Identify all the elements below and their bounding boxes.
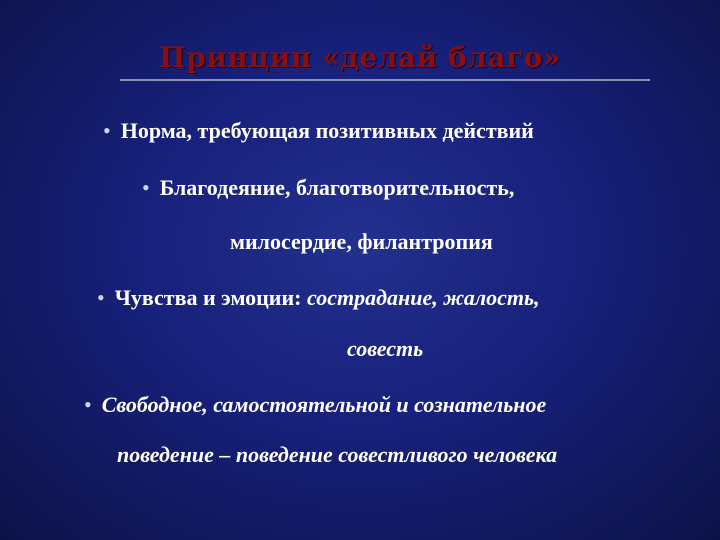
bullet-item-4: [84, 390, 546, 420]
bullet-item-2-continuation: милосердие, филантропия: [230, 229, 493, 254]
title-underline: [120, 79, 650, 81]
slide-title: Принцип «делай благо»: [159, 41, 561, 74]
bullet-item-4-continuation: поведение – поведение совестливого человека: [117, 442, 558, 467]
bullet-icon: •: [103, 118, 111, 143]
bullet-icon: •: [84, 392, 92, 417]
bullet-icon: •: [142, 175, 150, 200]
bullet-item-3-label: Чувства и эмоции:: [114, 285, 307, 310]
bullet-item-1-text: Норма, требующая позитивных действий: [120, 118, 534, 143]
bullet-item-3-italic: сострадание, жалость,: [307, 285, 540, 310]
bullet-icon: •: [97, 285, 105, 310]
bullet-item-2: [142, 173, 514, 203]
bullet-item-1: [103, 116, 534, 146]
bullet-item-3: [97, 283, 540, 313]
bullet-item-2-text: Благодеяние, благотворительность,: [159, 175, 515, 200]
bullet-item-3-continuation: совесть: [347, 336, 424, 361]
bullet-item-4-text: Свободное, самостоятельной и сознательное: [101, 392, 547, 417]
